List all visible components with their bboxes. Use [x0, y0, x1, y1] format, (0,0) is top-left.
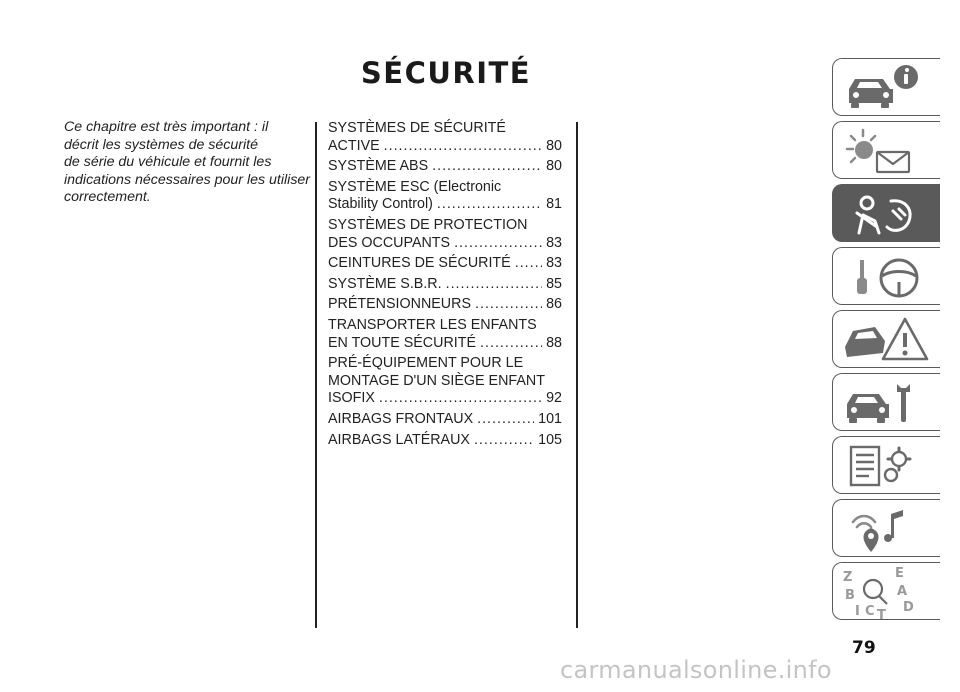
- toc-entry[interactable]: [328, 432, 562, 450]
- toc-entry-title-line: SYSTÈME ESC (Electronic: [328, 178, 502, 195]
- intro-text: [64, 119, 311, 207]
- toc-entry-page: 86: [546, 296, 562, 313]
- dot-leader: [515, 255, 542, 273]
- dot-leader: [437, 196, 542, 214]
- toc-entry-title: AIRBAGS FRONTAUX: [328, 410, 474, 427]
- toc-entry-title: CEINTURES DE SÉCURITÉ: [328, 255, 511, 272]
- toc-entry-page: 83: [546, 234, 562, 251]
- chapter-tab-starting-driving[interactable]: [832, 247, 940, 305]
- toc-entry[interactable]: [328, 411, 562, 429]
- index-letter: B: [845, 588, 855, 603]
- toc-entry[interactable]: [328, 255, 562, 273]
- toc-entry-page: 83: [546, 255, 562, 272]
- chapter-tab-warning-lights[interactable]: [832, 121, 940, 179]
- intro-line: Ce chapitre est très important : il: [64, 119, 269, 135]
- toc-entry-title: ACTIVE: [328, 137, 380, 154]
- multimedia-icon: [833, 500, 941, 558]
- chapter-tab-technical-data[interactable]: [832, 436, 940, 494]
- watermark: carmanualsonline.info: [560, 656, 832, 684]
- chapter-tab-emergency[interactable]: [832, 310, 940, 368]
- intro-line: correctement.: [64, 189, 151, 205]
- toc-entry-title: PRÉTENSIONNEURS: [328, 296, 471, 313]
- toc-entry-page: 101: [538, 410, 562, 427]
- toc-entry-title: DES OCCUPANTS: [328, 234, 451, 251]
- toc-entry-title: ISOFIX: [328, 390, 375, 407]
- toc-entry-title-line: SYSTÈMES DE SÉCURITÉ: [328, 120, 506, 136]
- toc-entry-title: Stability Control): [328, 196, 433, 213]
- toc-entry-title: SYSTÈME S.B.R.: [328, 275, 442, 292]
- toc-entry[interactable]: [328, 296, 562, 314]
- toc-entry-page: 85: [546, 275, 562, 292]
- safety-airbag-icon: [833, 185, 941, 243]
- dot-leader: [432, 158, 542, 176]
- chapter-tab-maintenance[interactable]: [832, 373, 940, 431]
- toc-entry-title: AIRBAGS LATÉRAUX: [328, 431, 470, 448]
- page-title: SÉCURITÉ: [360, 56, 532, 90]
- toc-entry[interactable]: [328, 276, 562, 294]
- key-steering-wheel-icon: [833, 248, 941, 306]
- index-letter: I: [855, 604, 860, 619]
- dot-leader: [480, 335, 542, 353]
- toc-entry-title-line: PRÉ-ÉQUIPEMENT POUR LE: [328, 355, 524, 372]
- toc-entry-title: SYSTÈME ABS: [328, 158, 429, 175]
- toc-entry[interactable]: [328, 179, 562, 214]
- warning-lights-icon: [833, 122, 941, 180]
- toc-entry-title-line: SYSTÈMES DE PROTECTION: [328, 216, 528, 233]
- index-letter: D: [903, 600, 914, 615]
- intro-line: décrit les systèmes de sécurité: [64, 136, 258, 153]
- toc-entry-page: 92: [546, 390, 562, 407]
- alphabetical-index-icon: [833, 563, 941, 621]
- toc-entry[interactable]: [328, 217, 562, 252]
- chapter-tab-car-info[interactable]: [832, 58, 940, 116]
- column-divider-right: [576, 122, 578, 628]
- dot-leader: [446, 276, 542, 294]
- index-letter: E: [895, 566, 904, 581]
- index-letter: Z: [843, 570, 853, 585]
- toc-entry[interactable]: [328, 158, 562, 176]
- toc-entry-page: 105: [538, 431, 562, 448]
- toc-entry-page: 81: [546, 196, 562, 213]
- toc-entry[interactable]: [328, 120, 562, 155]
- car-maintenance-icon: [833, 374, 941, 432]
- dot-leader: [379, 390, 542, 408]
- toc-entry-page: 80: [546, 137, 562, 154]
- chapter-tab-index[interactable]: [832, 562, 940, 620]
- dot-leader: [477, 411, 534, 429]
- page-number: 79: [852, 638, 876, 658]
- dot-leader: [454, 235, 542, 253]
- toc-entry-title-line: TRANSPORTER LES ENFANTS: [328, 316, 537, 333]
- table-of-contents: [328, 120, 562, 452]
- toc-entry-page: 80: [546, 158, 562, 175]
- technical-data-icon: [833, 437, 941, 495]
- emergency-warning-icon: [833, 311, 941, 369]
- chapter-tab-safety[interactable]: [832, 184, 940, 242]
- car-info-icon: [833, 59, 941, 117]
- toc-entry-page: 88: [546, 334, 562, 351]
- dot-leader: [475, 296, 542, 314]
- index-letter: C: [865, 604, 875, 619]
- dot-leader: [384, 138, 542, 156]
- dot-leader: [474, 432, 534, 450]
- intro-line: de série du véhicule et fournit les: [64, 154, 272, 170]
- chapter-tab-multimedia[interactable]: [832, 499, 940, 557]
- column-divider-left: [315, 122, 317, 628]
- intro-line: indications nécessaires pour les utiliser: [64, 171, 311, 188]
- toc-entry-title: EN TOUTE SÉCURITÉ: [328, 334, 477, 351]
- toc-entry-title-line: MONTAGE D'UN SIÈGE ENFANT: [328, 372, 545, 389]
- toc-entry[interactable]: [328, 317, 562, 352]
- toc-entry[interactable]: [328, 355, 562, 408]
- index-letter: A: [897, 584, 908, 599]
- index-letter: T: [877, 608, 886, 621]
